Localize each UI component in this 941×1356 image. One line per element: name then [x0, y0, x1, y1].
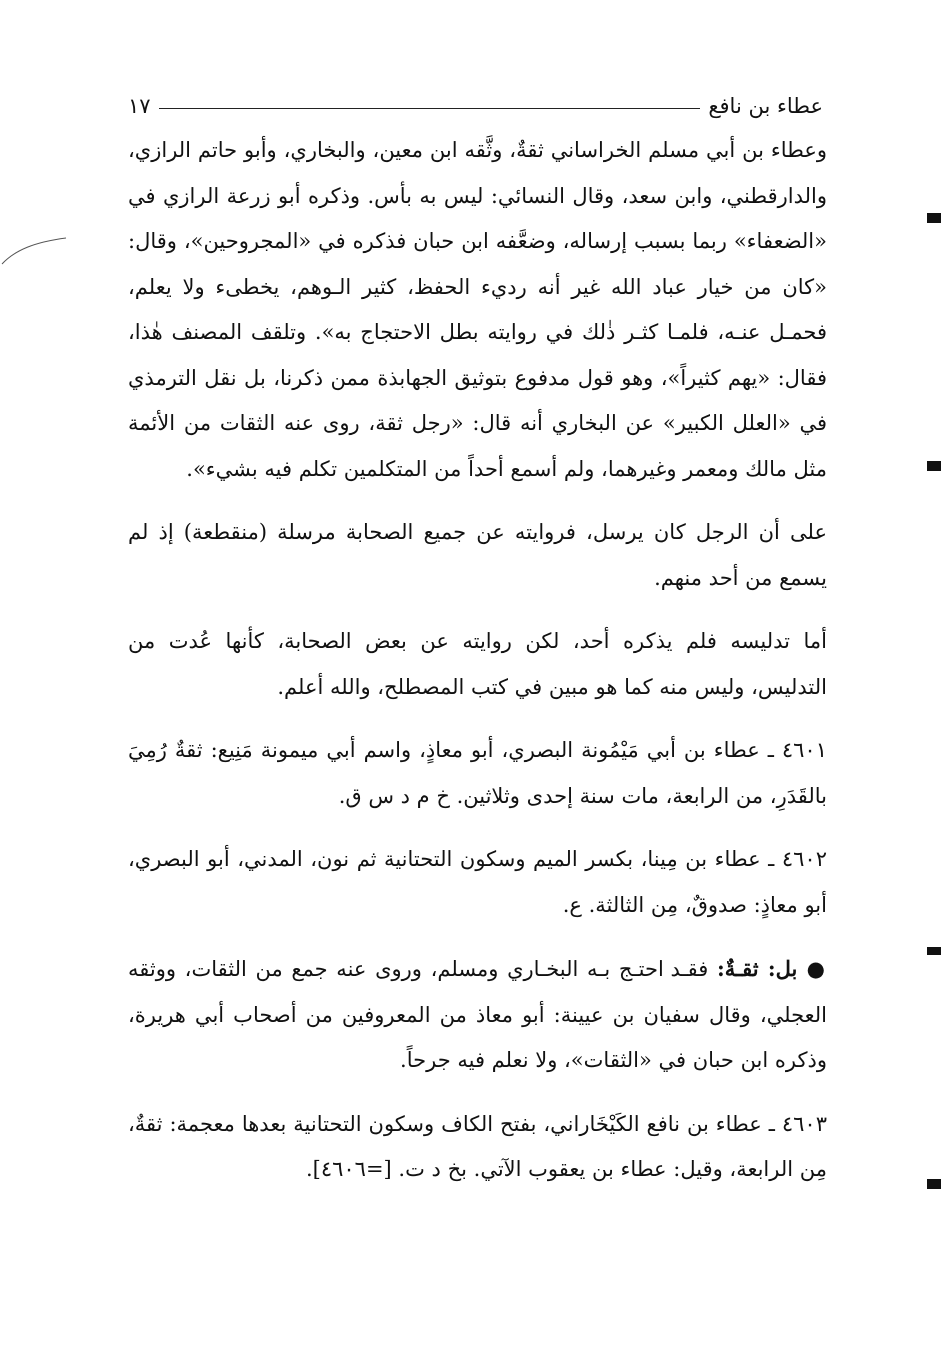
page-number: ١٧	[128, 94, 151, 118]
text-column	[128, 128, 827, 1205]
comment-body: فقـد احتـج بـه البخـاري ومسلم، وروى عنه جمع من الثقات، ووثقه العجلي، وقال سفيان بن عيينة: أبو معاذ من المعروفين من أصحاب أبي هريرة، وذكره ابن حبان في «الثقات»، ولا نعلم فيه جرحاً.	[128, 957, 827, 1072]
edge-mark	[927, 461, 941, 471]
header-title: عطاء بن نافع	[708, 94, 823, 118]
edge-mark	[927, 947, 941, 955]
comment-lead: ● بل: ثقـةٌ:	[716, 956, 827, 981]
running-header	[128, 88, 823, 118]
paragraph-irsal: على أن الرجل كان يرسل، فروايته عن جميع الصحابة مرسلة (منقطعة) إذ لم يسمع من أحد منهم.	[128, 520, 827, 590]
entry-4603: ٤٦٠٣ ـ عطاء بن نافع الكَيْخَاراني، بفتح الكاف وسكون التحتانية بعدها معجمة: ثقةٌ، مِن الرابعة، وقيل: عطاء بن يعقوب الآتي. بخ د ت. [=٤٦٠٦].	[128, 1111, 827, 1181]
paragraph-ata-khurasani: وعطاء بن أبي مسلم الخراساني ثقةٌ، وثَّقه ابن معين، والبخاري، وأبو حاتم الرازي، والدارقطني، وابن سعد، وقال النسائي: ليس به بأس. وذكره أبو زرعة الرازي في «الضعفاء» ربما بسبب إرساله، وضعَّفه ابن حبان فذكره في «المجروحين»، وقال: «كان من خيار عباد الله غير أنه رديء الحفظ، كثير الـوهم، يخطىء ولا يعلم، فحمـل عنـه، فلمـا كثـر ذٰلك في روايته بطل الاحتجاج به». وتلقف المصنف هٰذا، فقال: «يهم كثيراً»، وهو قول مدفوع بتوثيق الجهابذة ممن ذكرنا، بل نقل الترمذي في «العلل الكبير» عن البخاري أنه قال: «رجل ثقة، روى عنه الثقات من الأئمة مثل مالك ومعمر وغيرهما، ولم أسمع أحداً من المتكلمين تكلم فيه بشيء».	[128, 138, 827, 481]
comment-4602	[128, 946, 827, 1084]
paragraph-tadlis: أما تدليسه فلم يذكره أحد، لكن روايته عن بعض الصحابة، كأنها عُدت من التدليس، وليس منه كما هو مبين في كتب المصطلح، والله أعلم.	[128, 629, 827, 699]
pen-stroke-mark	[0, 228, 70, 268]
entry-4602: ٤٦٠٢ ـ عطاء بن مِينا، بكسر الميم وسكون التحتانية ثم نون، المدني، أبو البصري، أبو معاذٍ: صدوقٌ، مِن الثالثة. ع.	[128, 847, 827, 917]
edge-mark	[927, 1179, 941, 1189]
header-rule	[159, 108, 701, 109]
entry-4601: ٤٦٠١ ـ عطاء بن أبي مَيْمُونة البصري، أبو معاذٍ، واسم أبي ميمونة مَنِيع: ثقةٌ رُمِيَ بالقَدَرِ، من الرابعة، مات سنة إحدى وثلاثين. خ م د س ق.	[128, 738, 827, 808]
edge-mark	[927, 213, 941, 223]
